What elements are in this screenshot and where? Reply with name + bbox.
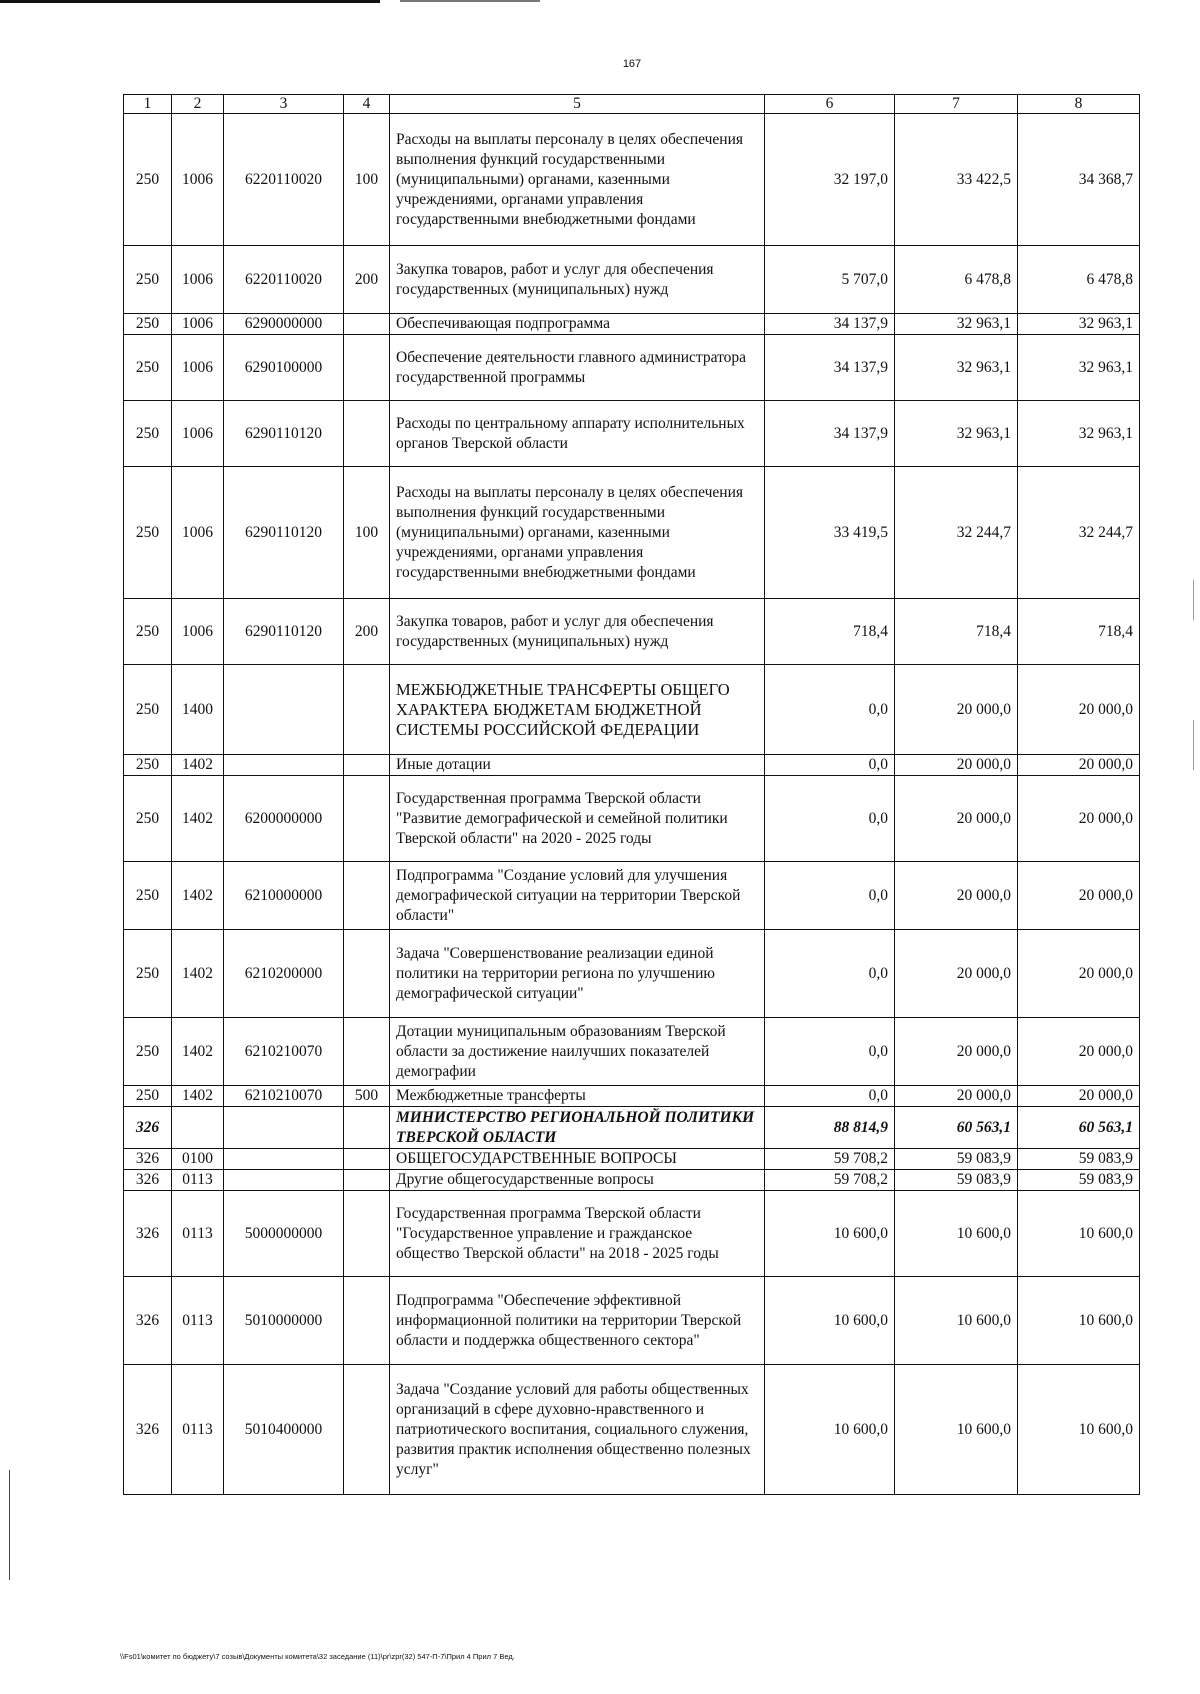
amount-col7: 10 600,0: [895, 1365, 1018, 1495]
amount-col7: 10 600,0: [895, 1191, 1018, 1277]
expense-type: [344, 930, 390, 1018]
section-code: 0113: [172, 1170, 224, 1191]
header-cell: 6: [765, 95, 895, 114]
amount-col7: 20 000,0: [895, 665, 1018, 755]
amount-col7: 20 000,0: [895, 1018, 1018, 1086]
amount-col7: 32 963,1: [895, 401, 1018, 467]
section-code: 1402: [172, 755, 224, 776]
amount-col7: 20 000,0: [895, 776, 1018, 862]
target-code: 6220110020: [224, 114, 344, 246]
amount-col6: 10 600,0: [765, 1191, 895, 1277]
header-cell: 3: [224, 95, 344, 114]
description: Дотации муниципальным образованиям Тверской области за достижение наилучших показателей демографии: [390, 1018, 765, 1086]
description: Иные дотации: [390, 755, 765, 776]
admin-code: 250: [124, 467, 172, 599]
table-row: [124, 314, 1140, 335]
admin-code: 250: [124, 755, 172, 776]
amount-col8: 59 083,9: [1018, 1170, 1140, 1191]
admin-code: 326: [124, 1365, 172, 1495]
table-row: [124, 930, 1140, 1018]
table-row: [124, 665, 1140, 755]
amount-col7: 59 083,9: [895, 1149, 1018, 1170]
admin-code: 250: [124, 776, 172, 862]
target-code: [224, 755, 344, 776]
amount-col6: 33 419,5: [765, 467, 895, 599]
amount-col6: 0,0: [765, 1086, 895, 1107]
amount-col6: 10 600,0: [765, 1365, 895, 1495]
amount-col8: 718,4: [1018, 599, 1140, 665]
budget-table: [123, 94, 1140, 1495]
section-code: 1402: [172, 1018, 224, 1086]
admin-code: 250: [124, 314, 172, 335]
amount-col6: 0,0: [765, 862, 895, 930]
amount-col6: 718,4: [765, 599, 895, 665]
file-path-footer: \\Fs01\комитет по бюджету\7 созыв\Документы комитета\32 заседание (11)\pr\zpr(32) 547-П-7\Прил 4 Прил 7 Вед.: [120, 1652, 515, 1661]
expense-type: 500: [344, 1086, 390, 1107]
description: Государственная программа Тверской области "Государственное управление и гражданское общество Тверской области" на 2018 - 2025 годы: [390, 1191, 765, 1277]
admin-code: 326: [124, 1191, 172, 1277]
target-code: 6290100000: [224, 335, 344, 401]
target-code: 6210210070: [224, 1086, 344, 1107]
admin-code: 250: [124, 930, 172, 1018]
amount-col7: 59 083,9: [895, 1170, 1018, 1191]
target-code: 6220110020: [224, 246, 344, 314]
page-number: 167: [622, 58, 642, 70]
description: Расходы на выплаты персоналу в целях обеспечения выполнения функций государственными (муниципальными) органами, казенными учреждениями, органами управления государственными внебюджетными фондами: [390, 114, 765, 246]
margin-mark: [1193, 580, 1194, 620]
admin-code: 250: [124, 1018, 172, 1086]
description: Расходы на выплаты персоналу в целях обеспечения выполнения функций государственными (муниципальными) органами, казенными учреждениями, органами управления государственными внебюджетными фондами: [390, 467, 765, 599]
header-cell: 4: [344, 95, 390, 114]
admin-code: 326: [124, 1107, 172, 1149]
amount-col6: 0,0: [765, 930, 895, 1018]
expense-type: [344, 1018, 390, 1086]
target-code: 5010400000: [224, 1365, 344, 1495]
margin-mark: [1193, 720, 1194, 770]
amount-col7: 718,4: [895, 599, 1018, 665]
amount-col6: 10 600,0: [765, 1277, 895, 1365]
amount-col8: 10 600,0: [1018, 1191, 1140, 1277]
amount-col6: 88 814,9: [765, 1107, 895, 1149]
description: МЕЖБЮДЖЕТНЫЕ ТРАНСФЕРТЫ ОБЩЕГО ХАРАКТЕРА БЮДЖЕТАМ БЮДЖЕТНОЙ СИСТЕМЫ РОССИЙСКОЙ ФЕДЕРАЦИИ: [390, 665, 765, 755]
description: Подпрограмма "Создание условий для улучшения демографической ситуации на территории Тверской области": [390, 862, 765, 930]
description: Подпрограмма "Обеспечение эффективной информационной политики на территории Тверской области и поддержка общественного сектора": [390, 1277, 765, 1365]
expense-type: [344, 665, 390, 755]
amount-col6: 34 137,9: [765, 335, 895, 401]
section-code: 1400: [172, 665, 224, 755]
description: Другие общегосударственные вопросы: [390, 1170, 765, 1191]
description: Обеспечивающая подпрограмма: [390, 314, 765, 335]
table-row: [124, 862, 1140, 930]
expense-type: [344, 776, 390, 862]
admin-code: 250: [124, 246, 172, 314]
margin-mark: [9, 1470, 10, 1580]
description: Государственная программа Тверской области "Развитие демографической и семейной политики Тверской области" на 2020 - 2025 годы: [390, 776, 765, 862]
amount-col6: 0,0: [765, 776, 895, 862]
amount-col6: 0,0: [765, 665, 895, 755]
admin-code: 250: [124, 114, 172, 246]
expense-type: [344, 1149, 390, 1170]
table-row: [124, 1365, 1140, 1495]
description: Межбюджетные трансферты: [390, 1086, 765, 1107]
admin-code: 326: [124, 1170, 172, 1191]
header-cell: 2: [172, 95, 224, 114]
admin-code: 250: [124, 401, 172, 467]
amount-col8: 59 083,9: [1018, 1149, 1140, 1170]
amount-col8: 20 000,0: [1018, 1086, 1140, 1107]
table-row: [124, 246, 1140, 314]
amount-col6: 0,0: [765, 755, 895, 776]
header-row: [124, 95, 1140, 114]
admin-code: 326: [124, 1149, 172, 1170]
amount-col6: 5 707,0: [765, 246, 895, 314]
expense-type: [344, 401, 390, 467]
amount-col8: 34 368,7: [1018, 114, 1140, 246]
amount-col8: 32 244,7: [1018, 467, 1140, 599]
expense-type: 100: [344, 467, 390, 599]
table-row: [124, 1170, 1140, 1191]
target-code: 6210000000: [224, 862, 344, 930]
description: Задача "Создание условий для работы общественных организаций в сфере духовно-нравственного и патриотического воспитания, социального служения, развития практик исполнения общественно полезных услуг": [390, 1365, 765, 1495]
amount-col8: 20 000,0: [1018, 930, 1140, 1018]
section-code: 0113: [172, 1365, 224, 1495]
header-cell: 1: [124, 95, 172, 114]
expense-type: 200: [344, 599, 390, 665]
section-code: 1006: [172, 246, 224, 314]
section-code: 1006: [172, 335, 224, 401]
table-row: [124, 401, 1140, 467]
amount-col7: 32 963,1: [895, 314, 1018, 335]
scan-edge-line: [0, 0, 380, 3]
target-code: 5000000000: [224, 1191, 344, 1277]
target-code: 5010000000: [224, 1277, 344, 1365]
amount-col7: 20 000,0: [895, 930, 1018, 1018]
amount-col8: 20 000,0: [1018, 1018, 1140, 1086]
target-code: [224, 1149, 344, 1170]
description: Расходы по центральному аппарату исполнительных органов Тверской области: [390, 401, 765, 467]
table-row: [124, 114, 1140, 246]
admin-code: 250: [124, 665, 172, 755]
section-code: 1006: [172, 314, 224, 335]
section-code: 1006: [172, 599, 224, 665]
amount-col8: 10 600,0: [1018, 1277, 1140, 1365]
expense-type: [344, 1365, 390, 1495]
admin-code: 326: [124, 1277, 172, 1365]
section-code: 0113: [172, 1277, 224, 1365]
amount-col8: 6 478,8: [1018, 246, 1140, 314]
description: Закупка товаров, работ и услуг для обеспечения государственных (муниципальных) нужд: [390, 599, 765, 665]
amount-col8: 10 600,0: [1018, 1365, 1140, 1495]
description: Задача "Совершенствование реализации единой политики на территории региона по улучшению демографической ситуации": [390, 930, 765, 1018]
expense-type: 200: [344, 246, 390, 314]
header-cell: 7: [895, 95, 1018, 114]
header-cell: 8: [1018, 95, 1140, 114]
amount-col6: 59 708,2: [765, 1149, 895, 1170]
amount-col6: 34 137,9: [765, 314, 895, 335]
expense-type: [344, 335, 390, 401]
amount-col8: 32 963,1: [1018, 335, 1140, 401]
section-code: 1006: [172, 114, 224, 246]
admin-code: 250: [124, 335, 172, 401]
target-code: 6290110120: [224, 401, 344, 467]
amount-col7: 6 478,8: [895, 246, 1018, 314]
amount-col8: 20 000,0: [1018, 862, 1140, 930]
section-code: 1402: [172, 930, 224, 1018]
amount-col6: 34 137,9: [765, 401, 895, 467]
description: Обеспечение деятельности главного администратора государственной программы: [390, 335, 765, 401]
expense-type: 100: [344, 114, 390, 246]
admin-code: 250: [124, 862, 172, 930]
expense-type: [344, 862, 390, 930]
section-code: 0113: [172, 1191, 224, 1277]
amount-col7: 33 422,5: [895, 114, 1018, 246]
table-row: [124, 1149, 1140, 1170]
admin-code: 250: [124, 599, 172, 665]
table-row: [124, 755, 1140, 776]
target-code: 6290110120: [224, 599, 344, 665]
expense-type: [344, 1191, 390, 1277]
amount-col6: 32 197,0: [765, 114, 895, 246]
description: МИНИСТЕРСТВО РЕГИОНАЛЬНОЙ ПОЛИТИКИ ТВЕРСКОЙ ОБЛАСТИ: [390, 1107, 765, 1149]
amount-col7: 60 563,1: [895, 1107, 1018, 1149]
scan-edge-line: [400, 0, 540, 2]
target-code: [224, 665, 344, 755]
expense-type: [344, 314, 390, 335]
target-code: [224, 1107, 344, 1149]
amount-col8: 20 000,0: [1018, 776, 1140, 862]
table-row: [124, 1086, 1140, 1107]
amount-col8: 60 563,1: [1018, 1107, 1140, 1149]
expense-type: [344, 1277, 390, 1365]
table-row: [124, 467, 1140, 599]
section-code: 0100: [172, 1149, 224, 1170]
target-code: 6290110120: [224, 467, 344, 599]
description: Закупка товаров, работ и услуг для обеспечения государственных (муниципальных) нужд: [390, 246, 765, 314]
section-code: 1402: [172, 862, 224, 930]
target-code: 6200000000: [224, 776, 344, 862]
amount-col8: 32 963,1: [1018, 401, 1140, 467]
expense-type: [344, 755, 390, 776]
header-cell: 5: [390, 95, 765, 114]
amount-col6: 59 708,2: [765, 1170, 895, 1191]
table-row: [124, 1107, 1140, 1149]
amount-col7: 20 000,0: [895, 1086, 1018, 1107]
expense-type: [344, 1170, 390, 1191]
table-row: [124, 599, 1140, 665]
table-row: [124, 1277, 1140, 1365]
amount-col8: 20 000,0: [1018, 665, 1140, 755]
target-code: 6210200000: [224, 930, 344, 1018]
section-code: 1402: [172, 776, 224, 862]
target-code: [224, 1170, 344, 1191]
expense-type: [344, 1107, 390, 1149]
amount-col7: 20 000,0: [895, 755, 1018, 776]
amount-col6: 0,0: [765, 1018, 895, 1086]
amount-col7: 32 963,1: [895, 335, 1018, 401]
section-code: 1402: [172, 1086, 224, 1107]
amount-col7: 32 244,7: [895, 467, 1018, 599]
table-row: [124, 335, 1140, 401]
table-row: [124, 776, 1140, 862]
amount-col7: 20 000,0: [895, 862, 1018, 930]
admin-code: 250: [124, 1086, 172, 1107]
table-row: [124, 1191, 1140, 1277]
section-code: 1006: [172, 401, 224, 467]
amount-col8: 20 000,0: [1018, 755, 1140, 776]
description: ОБЩЕГОСУДАРСТВЕННЫЕ ВОПРОСЫ: [390, 1149, 765, 1170]
target-code: 6290000000: [224, 314, 344, 335]
target-code: 6210210070: [224, 1018, 344, 1086]
table-row: [124, 1018, 1140, 1086]
section-code: 1006: [172, 467, 224, 599]
amount-col8: 32 963,1: [1018, 314, 1140, 335]
section-code: [172, 1107, 224, 1149]
amount-col7: 10 600,0: [895, 1277, 1018, 1365]
